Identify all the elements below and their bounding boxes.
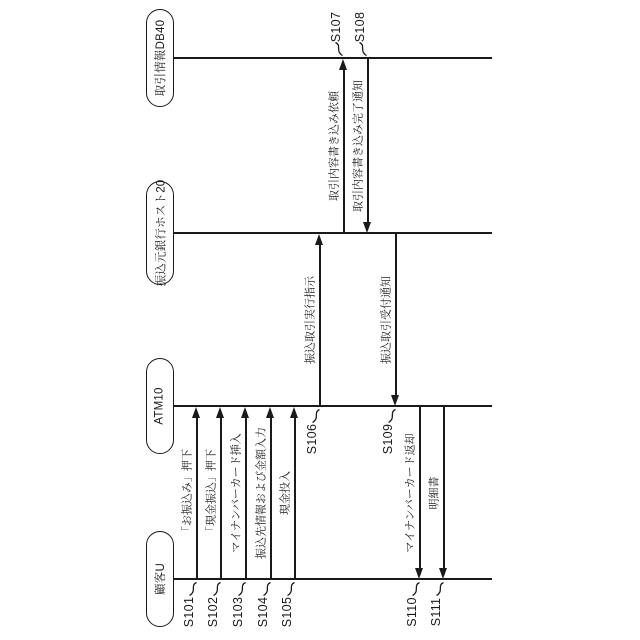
lifeline-host20 — [174, 232, 492, 234]
step-number-S103: S103 — [230, 596, 245, 628]
message-label-S110: マイナンバーカード返却 — [404, 432, 417, 553]
actor-customer — [146, 531, 174, 627]
message-line-S111 — [443, 406, 445, 569]
message-line-S108 — [367, 58, 369, 223]
message-label-S103: マイナンバーカード挿入 — [230, 432, 243, 553]
squiggle-connector-S111 — [433, 581, 445, 597]
message-line-S109 — [395, 233, 397, 396]
step-number-S106: S106 — [304, 423, 319, 455]
message-line-S110 — [419, 406, 421, 569]
lifeline-db40 — [174, 57, 492, 59]
arrowhead-S105 — [290, 407, 298, 418]
message-line-S107 — [343, 67, 345, 233]
actor-label: 振込元銀行ホスト20 — [155, 179, 168, 287]
arrowhead-S110 — [415, 568, 423, 579]
actor-atm10 — [146, 358, 174, 454]
message-label-S109: 振込取引受付通知 — [380, 275, 393, 364]
message-line-S105 — [294, 415, 296, 579]
actor-db40 — [146, 9, 174, 107]
message-label-S111: 明細書 — [428, 476, 441, 509]
message-label-S101: 「お振込み」押下 — [181, 448, 194, 537]
step-number-S111: S111 — [428, 597, 443, 627]
squiggle-connector-S104 — [260, 581, 272, 597]
message-line-S101 — [196, 415, 198, 579]
step-number-S101: S101 — [181, 596, 196, 628]
arrowhead-S109 — [391, 395, 399, 406]
arrowhead-S107 — [339, 59, 347, 70]
squiggle-connector-S103 — [235, 581, 247, 597]
message-label-S108: 取引内容書き込み完了通知 — [352, 79, 365, 212]
squiggle-connector-S105 — [284, 581, 296, 597]
step-number-S105: S105 — [279, 596, 294, 628]
message-line-S103 — [245, 415, 247, 579]
squiggle-connector-S106 — [309, 408, 321, 424]
message-label-S106: 振込取引実行指示 — [304, 275, 317, 364]
squiggle-connector-S108 — [358, 41, 370, 57]
message-line-S104 — [270, 415, 272, 579]
actor-host20 — [146, 181, 174, 285]
arrowhead-S108 — [363, 222, 371, 233]
message-line-S102 — [220, 415, 222, 579]
squiggle-connector-S101 — [186, 581, 198, 597]
actor-label: ATM10 — [154, 387, 166, 425]
step-number-S108: S108 — [352, 11, 367, 43]
actor-label: 顧客U — [155, 563, 167, 595]
step-number-S104: S104 — [255, 596, 270, 628]
message-line-S106 — [319, 242, 321, 406]
message-label-S104: 振込先情報および金額入力 — [255, 426, 268, 559]
actor-label: 取引情報DB40 — [155, 19, 167, 97]
squiggle-connector-S109 — [385, 408, 397, 424]
squiggle-connector-S110 — [409, 581, 421, 597]
step-number-S109: S109 — [380, 423, 395, 455]
step-number-S110: S110 — [404, 597, 419, 627]
arrowhead-S103 — [241, 407, 249, 418]
arrowhead-S102 — [216, 407, 224, 418]
squiggle-connector-S107 — [334, 41, 346, 57]
message-label-S107: 取引内容書き込み依頼 — [328, 90, 341, 201]
arrowhead-S106 — [315, 234, 323, 245]
message-label-S105: 現金投入 — [279, 470, 292, 515]
arrowhead-S101 — [192, 407, 200, 418]
message-label-S102: 「現金振込」押下 — [205, 448, 218, 537]
squiggle-connector-S102 — [210, 581, 222, 597]
arrowhead-S111 — [439, 568, 447, 579]
arrowhead-S104 — [266, 407, 274, 418]
step-number-S102: S102 — [205, 596, 220, 628]
step-number-S107: S107 — [328, 11, 343, 43]
